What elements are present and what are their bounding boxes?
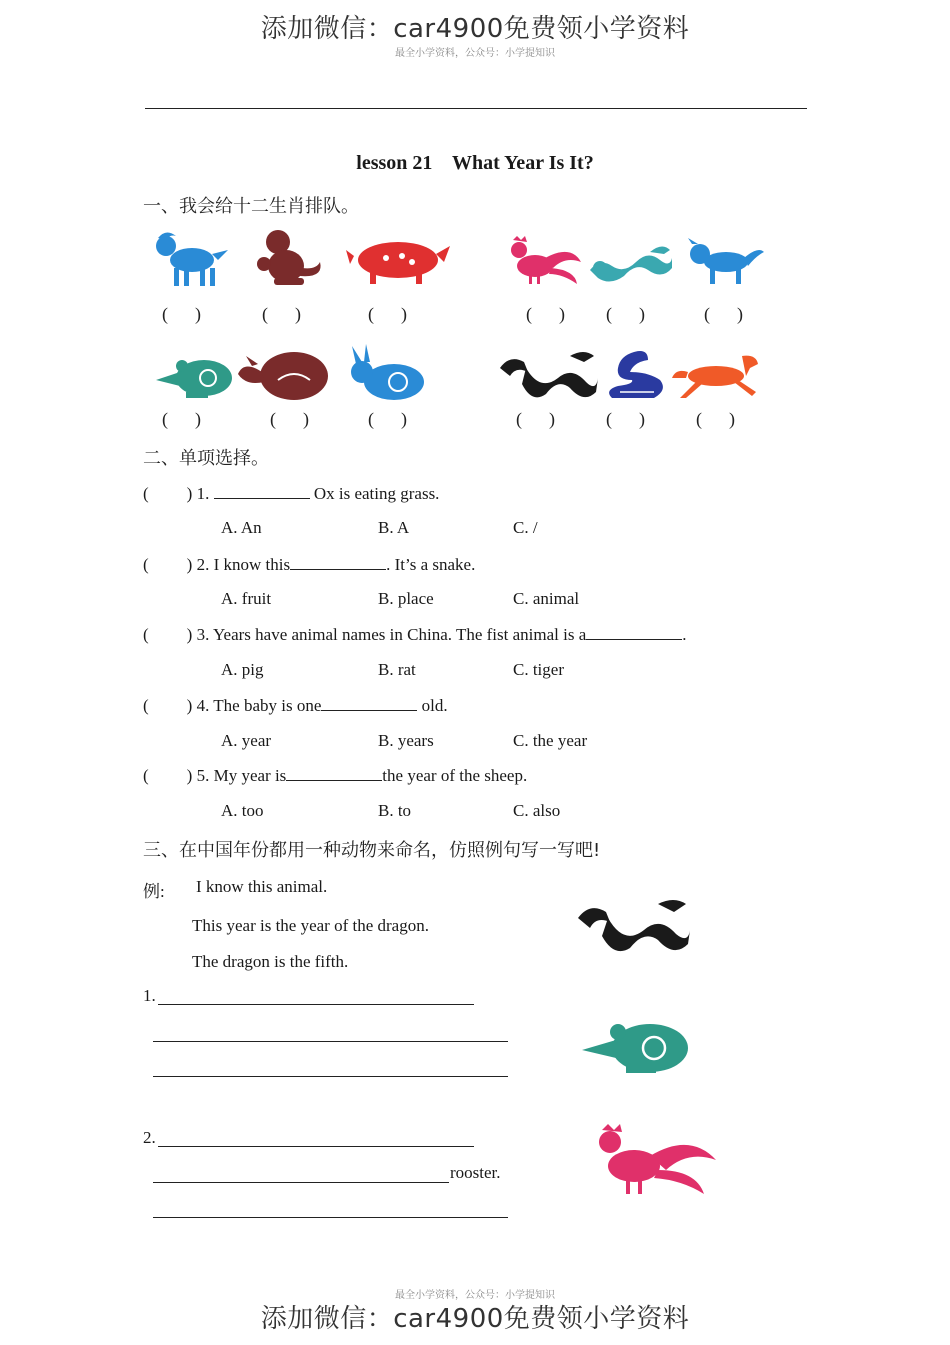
option-a[interactable]: A. fruit — [221, 589, 272, 608]
answer-paren[interactable]: ( ) — [704, 304, 743, 324]
rooster-icon — [592, 1124, 718, 1198]
section2-heading: 二、单项选择。 — [143, 448, 269, 469]
question-2 — [143, 555, 475, 575]
open-paren[interactable]: ( — [143, 696, 149, 715]
item2-suffix: rooster. — [450, 1163, 501, 1182]
option-c[interactable]: C. tiger — [513, 660, 564, 679]
question-3 — [143, 625, 687, 645]
question-text: ) 1. — [186, 484, 214, 503]
dragon-icon — [578, 896, 690, 958]
question-text: the year of the sheep. — [382, 766, 528, 785]
top-banner: 添加微信：car4900免费领小学资料 — [260, 14, 690, 44]
item1-label: 1. — [143, 986, 156, 1005]
option-a[interactable]: A. too — [221, 801, 264, 820]
answer-blank[interactable] — [290, 555, 386, 570]
answer-paren[interactable]: ( ) — [516, 409, 555, 429]
option-a[interactable]: A. An — [221, 518, 262, 537]
dog-icon — [684, 240, 764, 286]
question-text: ) 5. My year is — [186, 766, 287, 785]
page-title: lesson 21 What Year Is It? — [356, 152, 594, 174]
example-line: I know this animal. — [196, 877, 328, 896]
rooster-icon — [505, 238, 583, 286]
answer-paren[interactable]: ( ) — [526, 304, 565, 324]
writing-line[interactable] — [158, 1004, 474, 1005]
ox-icon — [238, 346, 332, 404]
answer-blank[interactable] — [321, 696, 417, 711]
open-paren[interactable]: ( — [143, 484, 149, 503]
option-b[interactable]: B. years — [378, 731, 434, 750]
answer-paren[interactable]: ( ) — [262, 304, 301, 324]
writing-line[interactable] — [158, 1146, 474, 1147]
section1-heading: 一、我会给十二生肖排队。 — [143, 196, 359, 217]
open-paren[interactable]: ( — [143, 625, 149, 644]
header-rule — [145, 108, 807, 109]
option-c[interactable]: C. / — [513, 518, 538, 537]
rabbit-icon — [344, 346, 428, 404]
option-b[interactable]: B. to — [378, 801, 412, 820]
answer-blank[interactable] — [286, 766, 382, 781]
answer-paren[interactable]: ( ) — [162, 304, 201, 324]
question-text: . — [682, 625, 687, 644]
question-text: . It’s a snake. — [386, 555, 476, 574]
answer-paren[interactable]: ( ) — [162, 409, 201, 429]
open-paren[interactable]: ( — [143, 766, 149, 785]
option-a[interactable]: A. pig — [221, 660, 264, 679]
option-c[interactable]: C. also — [513, 801, 561, 820]
question-4 — [143, 696, 448, 716]
option-b[interactable]: B. A — [378, 518, 410, 537]
example-line: This year is the year of the dragon. — [192, 916, 429, 935]
bottom-subtext: 最全小学资料，公众号：小学提知识 — [395, 1290, 555, 1301]
question-1 — [143, 484, 439, 504]
option-c[interactable]: C. animal — [513, 589, 580, 608]
question-text: ) 3. Years have animal names in China. The fist animal is a — [186, 625, 587, 644]
question-5 — [143, 766, 527, 786]
answer-paren[interactable]: ( ) — [606, 409, 645, 429]
question-text: Ox is eating grass. — [309, 484, 440, 503]
writing-line[interactable] — [153, 1041, 508, 1042]
question-text: old. — [417, 696, 448, 715]
bottom-banner: 添加微信：car4900免费领小学资料 — [260, 1304, 690, 1334]
item2-label: 2. — [143, 1128, 156, 1147]
writing-line[interactable] — [153, 1217, 508, 1218]
writing-line[interactable] — [153, 1076, 508, 1077]
open-paren[interactable]: ( — [143, 555, 149, 574]
option-b[interactable]: B. place — [378, 589, 434, 608]
answer-paren[interactable]: ( ) — [368, 409, 407, 429]
snake-icon — [604, 346, 668, 402]
answer-blank[interactable] — [586, 625, 682, 640]
dragon-icon — [590, 240, 672, 286]
example-line: The dragon is the fifth. — [192, 952, 349, 971]
example-label: 例: — [143, 882, 165, 901]
answer-paren[interactable]: ( ) — [696, 409, 735, 429]
horse-icon — [672, 352, 760, 400]
rat-icon — [156, 352, 236, 402]
section3-heading: 三、在中国年份都用一种动物来命名，仿照例句写一写吧! — [143, 840, 601, 861]
rat-icon — [582, 1014, 694, 1078]
top-subtext: 最全小学资料，公众号：小学提知识 — [395, 48, 555, 59]
question-text: ) 4. The baby is one — [186, 696, 322, 715]
sheep-icon — [152, 228, 230, 288]
writing-line[interactable] — [153, 1182, 449, 1183]
answer-paren[interactable]: ( ) — [606, 304, 645, 324]
option-a[interactable]: A. year — [221, 731, 272, 750]
answer-paren[interactable]: ( ) — [270, 409, 309, 429]
dragon-icon — [500, 348, 598, 404]
answer-blank[interactable] — [214, 484, 310, 499]
option-b[interactable]: B. rat — [378, 660, 416, 679]
monkey-icon — [248, 226, 326, 288]
pig-icon — [346, 236, 450, 286]
answer-paren[interactable]: ( ) — [368, 304, 407, 324]
question-text: ) 2. I know this — [186, 555, 291, 574]
option-c[interactable]: C. the year — [513, 731, 588, 750]
